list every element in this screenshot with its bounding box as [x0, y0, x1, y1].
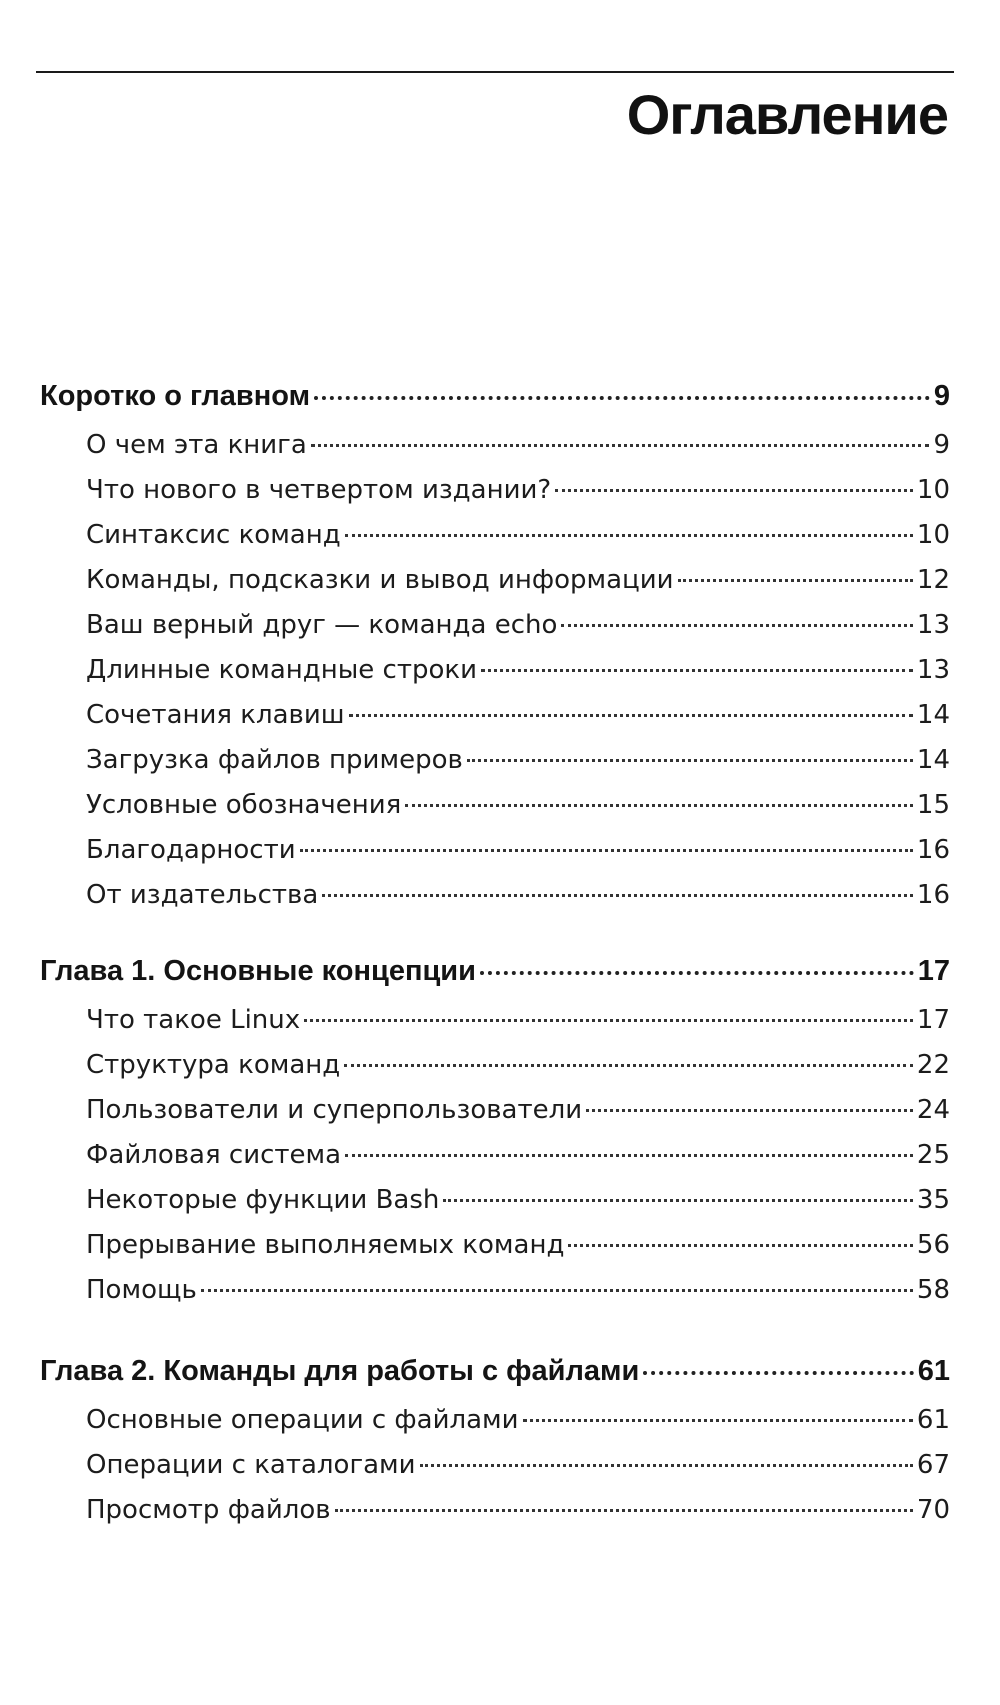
entry-title: Прерывание выполняемых команд: [86, 1230, 565, 1260]
entry-title: Помощь: [86, 1275, 197, 1305]
leader-dots: [405, 804, 913, 807]
toc-item[interactable]: [86, 565, 950, 595]
header-rule: [36, 71, 954, 73]
page-number: 61: [916, 1405, 950, 1435]
page-number: 22: [916, 1050, 950, 1080]
leader-dots: [568, 1244, 912, 1247]
toc-chapter[interactable]: [40, 955, 950, 988]
page-title: Оглавление: [626, 83, 948, 146]
toc-item[interactable]: [86, 1095, 950, 1125]
entry-title: Некоторые функции Bash: [86, 1185, 440, 1215]
page-number: 15: [916, 790, 950, 820]
leader-dots: [586, 1109, 913, 1112]
page-number: 17: [917, 955, 950, 987]
toc-item[interactable]: [86, 745, 950, 775]
entry-title: Длинные командные строки: [86, 655, 477, 685]
toc-item[interactable]: [86, 880, 950, 910]
leader-dots: [314, 396, 930, 400]
leader-dots: [678, 579, 913, 582]
page-number: 67: [916, 1450, 950, 1480]
toc-item[interactable]: [86, 655, 950, 685]
page-number: 56: [916, 1230, 950, 1260]
entry-title: Команды, подсказки и вывод информации: [86, 565, 674, 595]
toc-item[interactable]: [86, 1450, 950, 1480]
entry-title: Операции с каталогами: [86, 1450, 416, 1480]
page-number: 16: [916, 880, 950, 910]
leader-dots: [523, 1419, 913, 1422]
toc-item[interactable]: [86, 520, 950, 550]
leader-dots: [344, 1064, 913, 1067]
leader-dots: [349, 714, 913, 717]
toc-item[interactable]: [86, 1050, 950, 1080]
page-number: 10: [916, 475, 950, 505]
leader-dots: [201, 1289, 913, 1292]
page-number: 9: [933, 430, 950, 460]
page-number: 16: [916, 835, 950, 865]
page-number: 61: [917, 1355, 950, 1387]
page-number: 12: [916, 565, 950, 595]
toc-chapter[interactable]: [40, 1355, 950, 1388]
leader-dots: [322, 894, 913, 897]
toc-item[interactable]: [86, 1495, 950, 1525]
leader-dots: [467, 759, 913, 762]
leader-dots: [304, 1019, 913, 1022]
leader-dots: [561, 624, 913, 627]
toc-item[interactable]: [86, 1405, 950, 1435]
entry-title: Сочетания клавиш: [86, 700, 345, 730]
leader-dots: [443, 1199, 913, 1202]
entry-title: Пользователи и суперпользователи: [86, 1095, 583, 1125]
page-number: 13: [916, 610, 950, 640]
leader-dots: [643, 1371, 913, 1375]
toc-item[interactable]: [86, 835, 950, 865]
page-number: 14: [916, 700, 950, 730]
toc-item[interactable]: [86, 700, 950, 730]
entry-title: Структура команд: [86, 1050, 341, 1080]
page-number: 13: [916, 655, 950, 685]
leader-dots: [345, 1154, 913, 1157]
leader-dots: [345, 534, 913, 537]
entry-title: О чем эта книга: [86, 430, 307, 460]
entry-title: Синтаксис команд: [86, 520, 341, 550]
entry-title: От издательства: [86, 880, 319, 910]
entry-title: Ваш верный друг — команда echo: [86, 610, 558, 640]
entry-title: Что такое Linux: [86, 1005, 301, 1035]
page-number: 58: [916, 1275, 950, 1305]
toc-item[interactable]: [86, 1005, 950, 1035]
entry-title: Что нового в четвертом издании?: [86, 475, 552, 505]
leader-dots: [335, 1509, 913, 1512]
toc-item[interactable]: [86, 1230, 950, 1260]
toc-item[interactable]: [86, 1140, 950, 1170]
page-number: 70: [916, 1495, 950, 1525]
entry-title: Файловая система: [86, 1140, 342, 1170]
page-number: 35: [916, 1185, 950, 1215]
page-number: 14: [916, 745, 950, 775]
toc-item[interactable]: [86, 475, 950, 505]
toc-item[interactable]: [86, 1185, 950, 1215]
entry-title: Загрузка файлов примеров: [86, 745, 463, 775]
toc-item[interactable]: [86, 790, 950, 820]
toc-item[interactable]: [86, 430, 950, 460]
toc-item[interactable]: [86, 1275, 950, 1305]
page-number: 10: [916, 520, 950, 550]
entry-title: Условные обозначения: [86, 790, 402, 820]
page-number: 17: [916, 1005, 950, 1035]
entry-title: Основные операции с файлами: [86, 1405, 519, 1435]
page-number: 9: [933, 380, 950, 412]
toc-chapter[interactable]: [40, 380, 950, 413]
leader-dots: [555, 489, 913, 492]
leader-dots: [481, 669, 913, 672]
leader-dots: [300, 849, 913, 852]
entry-title: Благодарности: [86, 835, 296, 865]
leader-dots: [311, 444, 930, 447]
leader-dots: [480, 971, 914, 975]
leader-dots: [420, 1464, 913, 1467]
page-number: 25: [916, 1140, 950, 1170]
page-number: 24: [916, 1095, 950, 1125]
chapter-title: Глава 1. Основные концепции: [40, 955, 476, 987]
entry-title: Просмотр файлов: [86, 1495, 331, 1525]
chapter-title: Коротко о главном: [40, 380, 311, 412]
toc-item[interactable]: [86, 610, 950, 640]
chapter-title: Глава 2. Команды для работы с файлами: [40, 1355, 640, 1387]
